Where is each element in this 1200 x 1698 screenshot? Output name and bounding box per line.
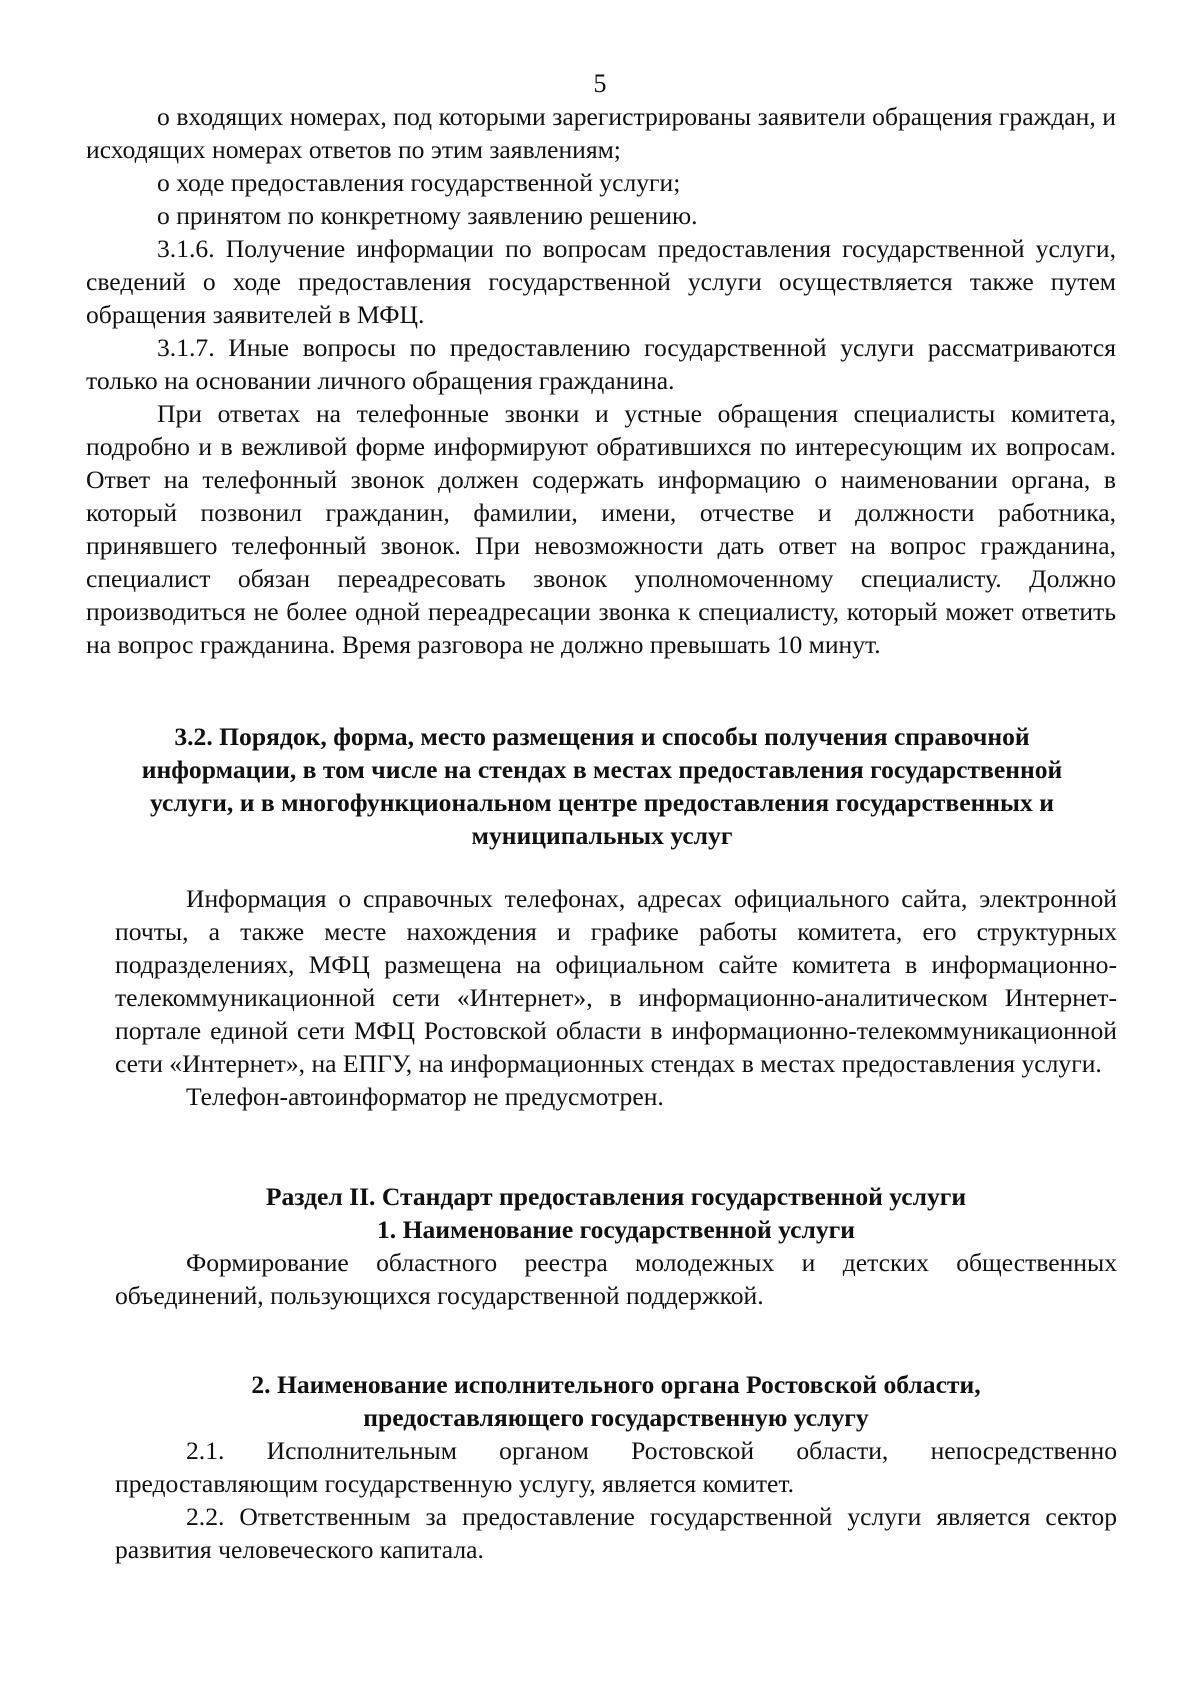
- paragraph-2-1: 2.1. Исполнительным органом Ростовской области, непосредственно предоставляющим государственную услугу, является комитет.: [115, 1436, 1117, 1498]
- section-2-heading: [115, 1368, 1117, 1434]
- section-ii-heading: [115, 1180, 1117, 1246]
- section-2-heading-line: 2. Наименование исполнительного органа Ростовской области,: [251, 1370, 981, 1399]
- section-2-heading-line: предоставляющего государственную услугу: [363, 1403, 869, 1432]
- paragraph-incoming-numbers: о входящих номерах, под которыми зарегистрированы заявители обращения граждан, и исходящих номерах ответов по этим заявлениям;: [86, 102, 1116, 164]
- paragraph-3-1-6: 3.1.6. Получение информации по вопросам предоставления государственной услуги, сведений о ходе предоставления государственной услуги осуществляется также путем обращения заявителей в МФЦ.: [86, 234, 1116, 329]
- section-3-2-body: [115, 882, 1117, 1113]
- section-3-2-heading-line: 3.2. Порядок, форма, место размещения и способы получения справочной: [174, 722, 1030, 751]
- section-ii-body: [115, 1246, 1117, 1312]
- paragraph-autoinformer: Телефон-автоинформатор не предусмотрен.: [186, 1082, 664, 1111]
- section-2-body: [115, 1434, 1117, 1566]
- section-3-2-heading-line: муниципальных услуг: [471, 821, 733, 850]
- section-3-2-heading-line: услуги, и в многофункциональном центре предоставления государственных и: [150, 788, 1054, 817]
- paragraph-service-progress: о ходе предоставления государственной услуги;: [157, 168, 681, 197]
- paragraph-3-1-7: 3.1.7. Иные вопросы по предоставлению государственной услуги рассматриваются только на основании личного обращения гражданина.: [86, 333, 1116, 395]
- intro-text-block: [86, 100, 1116, 661]
- paragraph-decision: о принятом по конкретному заявлению решению.: [157, 201, 698, 230]
- section-ii-heading-line: Раздел II. Стандарт предоставления государственной услуги: [265, 1182, 967, 1211]
- paragraph-service-name: Формирование областного реестра молодежных и детских общественных объединений, пользующихся государственной поддержкой.: [115, 1248, 1117, 1310]
- page-number: 5: [593, 69, 607, 98]
- paragraph-phone-calls: При ответах на телефонные звонки и устные обращения специалисты комитета, подробно и в вежливой форме информируют обратившихся по интересующим их вопросам. Ответ на телефонный звонок должен содержать информацию о наименовании органа, в который позвонил гражданин, фамилии, имени, отчестве и должности работника, принявшего телефонный звонок. При невозможности дать ответ на вопрос гражданина, специалист обязан переадресовать звонок уполномоченному специалисту. Должно производиться не более одной переадресации звонка к специалисту, который может ответить на вопрос гражданина. Время разговора не должно превышать 10 минут.: [86, 399, 1116, 659]
- paragraph-reference-info: Информация о справочных телефонах, адресах официального сайта, электронной почты, а также месте нахождения и графике работы комитета, его структурных подразделениях, МФЦ размещена на официальном сайте комитета в информационно-телекоммуникационной сети «Интернет», в информационно-аналитическом Интернет-портале единой сети МФЦ Ростовской области в информационно-телекоммуникационной сети «Интернет», на ЕПГУ, на информационных стендах в местах предоставления услуги.: [115, 884, 1117, 1078]
- section-3-2-heading: [86, 720, 1118, 852]
- section-3-2-heading-line: информации, в том числе на стендах в местах предоставления государственной: [141, 755, 1063, 784]
- paragraph-2-2: 2.2. Ответственным за предоставление государственной услуги является сектор развития человеческого капитала.: [115, 1502, 1117, 1564]
- section-ii-heading-line: 1. Наименование государственной услуги: [376, 1215, 856, 1244]
